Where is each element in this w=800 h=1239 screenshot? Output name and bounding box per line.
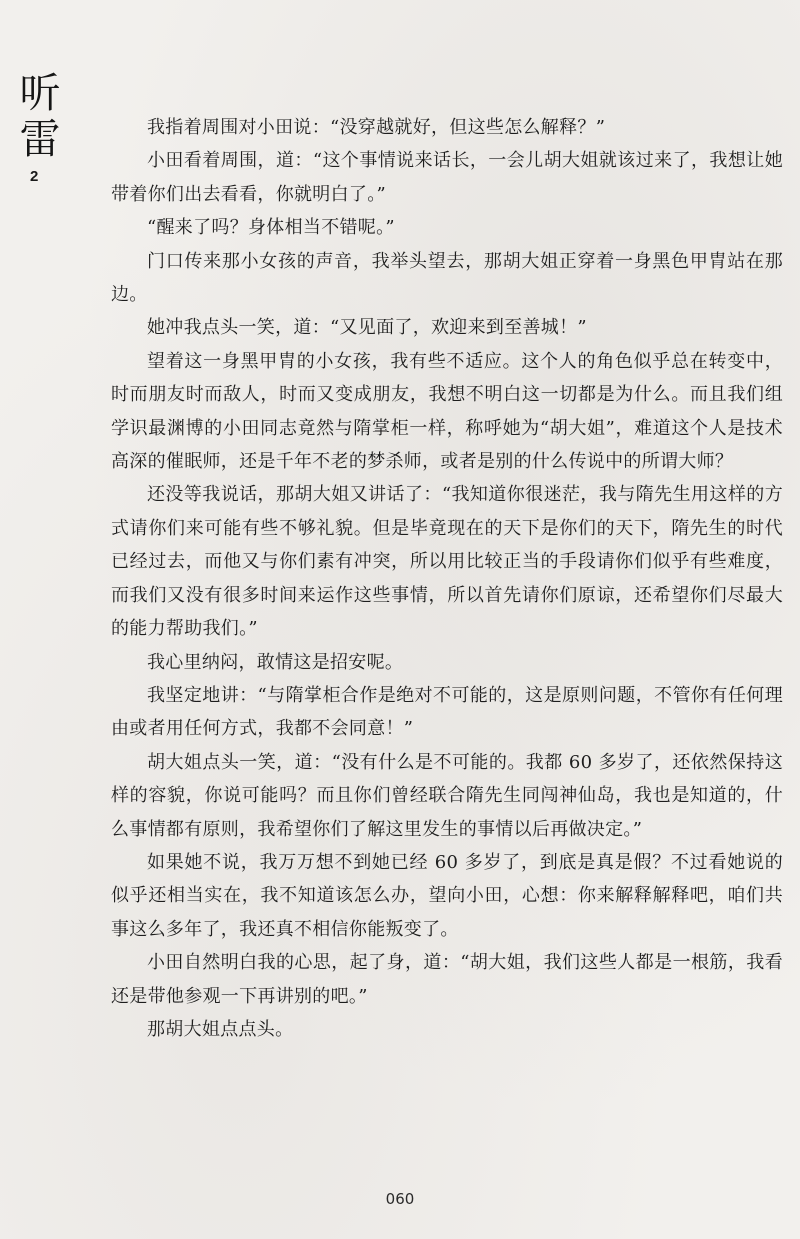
paragraph-1: 我指着周围对小田说：“没穿越就好，但这些怎么解释？”: [147, 117, 606, 138]
paragraph-4: 门口传来那小女孩的声音，我举头望去，那胡大姐正穿着一身黑色甲胄站在那边。: [111, 250, 783, 306]
body-text: [111, 111, 783, 1046]
book-title-vertical: [12, 70, 68, 162]
paragraph-13: 那胡大姐点点头。: [147, 1018, 294, 1040]
paragraph-12: 小田自然明白我的心思，起了身，道：“胡大姐，我们这些人都是一根筋，我看还是带他参观一下再讲别的吧。”: [111, 952, 783, 1007]
paragraph-7: 还没等我说话，那胡大姐又讲话了：“我知道你很迷茫，我与隋先生用这样的方式请你们来可能有些不够礼貌。但是毕竟现在的天下是你们的天下，隋先生的时代已经过去，而他又与你们素有冲突，所以用比较正当的手段请你们似乎有些难度，而我们又没有很多时间来运作这些事情，所以首先请你们原谅，还希望你们尽最大的能力帮助我们。”: [111, 484, 783, 640]
page-number: 060: [385, 1190, 415, 1208]
paragraph-10: 胡大姐点头一笑，道：“没有什么是不可能的。我都 60 多岁了，还依然保持这样的容貌，你说可能吗？而且你们曾经联合隋先生同闯神仙岛，我也是知道的，什么事情都有原则，我希望你们了解这里发生的事情以后再做决定。”: [111, 751, 783, 840]
paragraph-11: 如果她不说，我万万想不到她已经 60 多岁了，到底是真是假？不过看她说的似乎还相当实在，我不知道该怎么办，望向小田，心想：你来解释解释吧，咱们共事这么多年了，我还真不相信你能叛变了。: [111, 851, 783, 940]
paragraph-3: “醒来了吗？身体相当不错呢。”: [147, 217, 395, 239]
paragraph-9: 我坚定地讲：“与隋掌柜合作是绝对不可能的，这是原则问题，不管你有任何理由或者用任何方式，我都不会同意！”: [111, 684, 783, 740]
chapter-number: 2: [30, 168, 39, 185]
paragraph-6: 望着这一身黑甲胄的小女孩，我有些不适应。这个人的角色似乎总在转变中，时而朋友时而敌人，时而又变成朋友，我想不明白这一切都是为什么。而且我们组学识最渊博的小田同志竟然与隋掌柜一样，称呼她为“胡大姐”，难道这个人是技术高深的催眠师，还是千年不老的梦杀师，或者是别的什么传说中的所谓大师？: [111, 350, 783, 473]
paragraph-2: 小田看着周围，道：“这个事情说来话长，一会儿胡大姐就该过来了，我想让她带着你们出去看看，你就明白了。”: [111, 150, 783, 205]
paragraph-8: 我心里纳闷，敢情这是招安呢。: [147, 651, 404, 673]
paragraph-5: 她冲我点头一笑，道：“又见面了，欢迎来到至善城！”: [147, 317, 587, 339]
book-title-char-2: 雷: [19, 115, 61, 163]
book-title-char-1: 听: [19, 69, 61, 117]
